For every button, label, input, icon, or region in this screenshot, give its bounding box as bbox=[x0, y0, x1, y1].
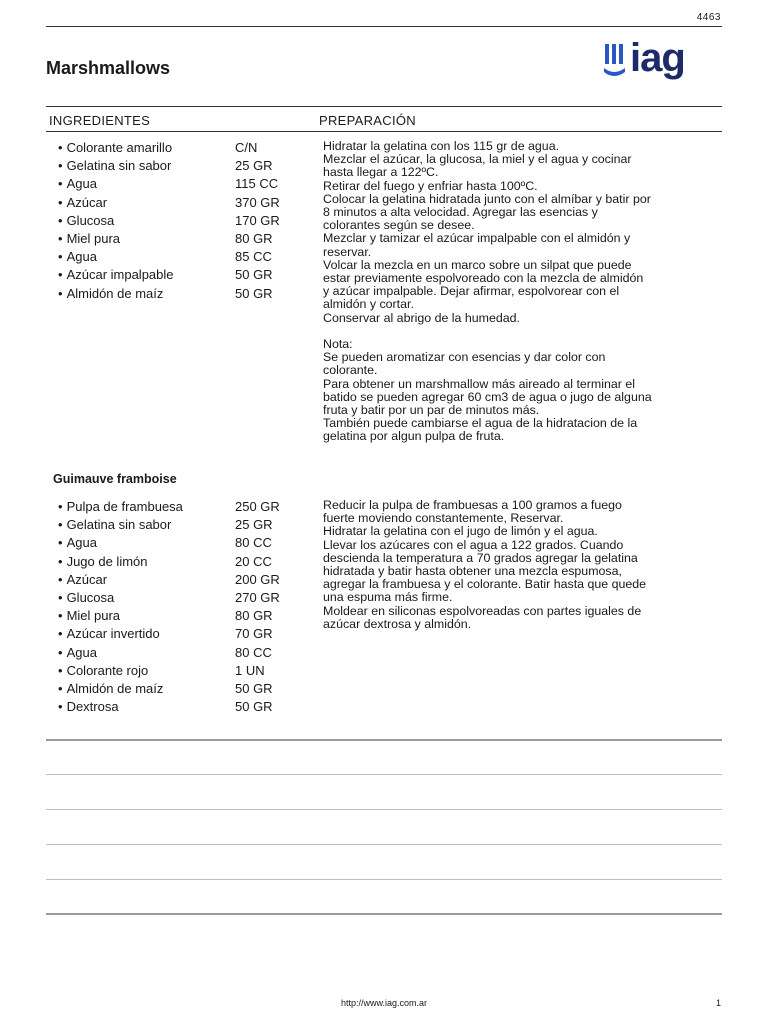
ingredient-quantity: 170 GR bbox=[235, 212, 280, 228]
prep-line: reservar. bbox=[323, 244, 372, 259]
logo-wordmark: iag bbox=[630, 36, 685, 80]
footer-url-link[interactable]: http://www.iag.com.ar bbox=[340, 998, 428, 1008]
ingredient-name: • Agua bbox=[58, 248, 235, 266]
ingredient-name: • Gelatina sin sabor bbox=[58, 157, 235, 175]
ingredient-quantity: 50 GR bbox=[235, 285, 273, 301]
header-divider bbox=[46, 106, 722, 107]
prep-line: Volcar la mezcla en un marco sobre un silpat que puede bbox=[323, 257, 632, 272]
prep-line: Colocar la gelatina hidratada junto con el almíbar y batir por bbox=[323, 191, 651, 206]
ingredient-name: • Agua bbox=[58, 534, 235, 552]
prep-line: Mezclar y tamizar el azúcar impalpable con el almidón y bbox=[323, 231, 631, 246]
page-title: Marshmallows bbox=[46, 58, 171, 78]
ingredient-name: • Glucosa bbox=[58, 589, 235, 607]
ingredient-quantity: 50 GR bbox=[235, 267, 273, 283]
ingredient-name: • Jugo de limón bbox=[58, 553, 235, 571]
ingredient-name: • Almidón de maíz bbox=[58, 285, 235, 303]
ingredient-quantity: 50 GR bbox=[235, 680, 273, 696]
ingredient-quantity: 25 GR bbox=[235, 158, 273, 174]
prep-line: batido se pueden agregar 60 cm3 de agua o jugo de alguna bbox=[323, 389, 652, 404]
prep-line: una espuma más firme. bbox=[323, 590, 453, 605]
ingredient-row bbox=[58, 157, 280, 175]
ingredient-row bbox=[58, 266, 280, 284]
document-code: 4463 bbox=[696, 12, 721, 23]
page-number: 1 bbox=[715, 998, 721, 1008]
prep-line: gelatina por algun pulpa de fruta. bbox=[323, 429, 505, 444]
prep-line: estar previamente espolvoreado con la mezcla de almidón bbox=[323, 271, 644, 286]
ingredient-name: • Miel pura bbox=[58, 607, 235, 625]
prep-line: Se pueden aromatizar con esencias y dar color con bbox=[323, 350, 606, 365]
ingredient-row bbox=[58, 139, 280, 157]
ingredient-quantity: 80 CC bbox=[235, 535, 272, 551]
ingredient-name: • Glucosa bbox=[58, 212, 235, 230]
prep-line: hidratada y batir hasta obtener una mezcla espumosa, bbox=[323, 564, 622, 579]
ingredient-quantity: 20 CC bbox=[235, 553, 272, 569]
ingredient-quantity: 1 UN bbox=[235, 662, 265, 678]
prep-line: Retirar del fuego y enfriar hasta 100ºC. bbox=[323, 178, 538, 193]
iag-logo bbox=[604, 36, 704, 90]
ingredient-row bbox=[58, 212, 280, 230]
ingredient-quantity: 250 GR bbox=[235, 499, 280, 514]
prep-line: fuerte moviendo constantemente, Reservar. bbox=[323, 511, 564, 526]
prep-line: agregar la frambuesa y el colorante. Batir hasta que quede bbox=[323, 577, 647, 592]
ingredient-name: • Miel pura bbox=[58, 230, 235, 248]
prep-line: Nota: bbox=[323, 337, 353, 352]
ingredient-quantity: 200 GR bbox=[235, 571, 280, 587]
section-subtitle: Guimauve framboise bbox=[53, 472, 177, 486]
prep-line: Conservar al abrigo de la humedad. bbox=[323, 310, 520, 325]
ingredient-quantity: 370 GR bbox=[235, 194, 280, 210]
prep-line: fruta y batir por un par de minutos más. bbox=[323, 403, 540, 418]
preparation-text-marshmallows bbox=[323, 140, 723, 444]
ingredient-name: • Azúcar invertido bbox=[58, 625, 235, 643]
prep-line: colorantes según se desee. bbox=[323, 218, 475, 233]
prep-line: Para obtener un marshmallow más aireado al terminar el bbox=[323, 376, 635, 391]
notes-line bbox=[46, 774, 722, 775]
prep-line: Hidratar la gelatina con el jugo de limón y el agua. bbox=[323, 524, 598, 539]
ingredient-row bbox=[58, 698, 280, 716]
ingredients-header: INGREDIENTES bbox=[49, 113, 151, 128]
ingredient-row bbox=[58, 498, 280, 516]
ingredient-name: • Agua bbox=[58, 644, 235, 662]
ingredients-list-marshmallows bbox=[58, 139, 280, 303]
ingredient-row bbox=[58, 571, 280, 589]
ingredient-quantity: 80 GR bbox=[235, 230, 273, 246]
ingredient-row bbox=[58, 607, 280, 625]
ingredient-row bbox=[58, 248, 280, 266]
ingredient-row bbox=[58, 553, 280, 571]
ingredient-name: • Azúcar bbox=[58, 571, 235, 589]
column-header-divider bbox=[46, 131, 722, 132]
prep-line: Moldear en siliconas espolvoreadas con partes iguales de bbox=[323, 603, 642, 618]
ingredient-row bbox=[58, 662, 280, 680]
ingredient-row bbox=[58, 194, 280, 212]
ingredient-name: • Colorante amarillo bbox=[58, 139, 235, 157]
prep-blank-line bbox=[323, 325, 723, 338]
ingredient-row bbox=[58, 230, 280, 248]
ingredients-list-guimauve bbox=[58, 498, 280, 716]
prep-line: También puede cambiarse el agua de la hidratacion de la bbox=[323, 416, 638, 431]
ingredient-row bbox=[58, 680, 280, 698]
logo-bars-icon bbox=[604, 44, 628, 80]
ingredient-name: • Azúcar impalpable bbox=[58, 266, 235, 284]
ingredient-row bbox=[58, 285, 280, 303]
ingredient-name: • Almidón de maíz bbox=[58, 680, 235, 698]
ingredient-quantity: 70 GR bbox=[235, 626, 273, 642]
ingredient-row bbox=[58, 534, 280, 552]
prep-line: descienda la temperatura a 70 grados agregar la gelatina bbox=[323, 550, 638, 565]
ingredient-quantity: 85 CC bbox=[235, 249, 272, 265]
ingredient-quantity: C/N bbox=[235, 140, 258, 155]
preparation-text-guimauve bbox=[323, 499, 723, 631]
prep-line: Hidratar la gelatina con los 115 gr de agua. bbox=[323, 139, 560, 153]
prep-line: almidón y cortar. bbox=[323, 297, 414, 312]
prep-line: 8 minutos a alta velocidad. Agregar las esencias y bbox=[323, 205, 598, 220]
ingredient-quantity: 80 CC bbox=[235, 644, 272, 660]
prep-line: Llevar los azúcares con el agua a 122 grados. Cuando bbox=[323, 537, 624, 552]
prep-line: colorante. bbox=[323, 363, 378, 378]
ingredient-name: • Pulpa de frambuesa bbox=[58, 498, 235, 516]
ingredient-row bbox=[58, 625, 280, 643]
ingredient-name: • Gelatina sin sabor bbox=[58, 516, 235, 534]
notes-top-line bbox=[46, 739, 722, 741]
prep-line: Mezclar el azúcar, la glucosa, la miel y el agua y cocinar bbox=[323, 152, 632, 167]
ingredient-row bbox=[58, 516, 280, 534]
notes-bottom-line bbox=[46, 913, 722, 915]
ingredient-quantity: 115 CC bbox=[235, 176, 279, 192]
ingredient-quantity: 50 GR bbox=[235, 699, 273, 715]
preparation-header: PREPARACIÓN bbox=[319, 113, 416, 128]
ingredient-quantity: 270 GR bbox=[235, 589, 280, 605]
notes-line bbox=[46, 844, 722, 845]
notes-line bbox=[46, 809, 722, 810]
prep-line: Reducir la pulpa de frambuesas a 100 gramos a fuego bbox=[323, 498, 622, 512]
ingredient-name: • Dextrosa bbox=[58, 698, 235, 716]
notes-line bbox=[46, 879, 722, 880]
ingredient-quantity: 25 GR bbox=[235, 517, 273, 533]
ingredient-row bbox=[58, 175, 280, 193]
prep-line: hasta llegar a 122ºC. bbox=[323, 165, 439, 180]
ingredient-name: • Colorante rojo bbox=[58, 662, 235, 680]
ingredient-quantity: 80 GR bbox=[235, 608, 273, 624]
ingredient-row bbox=[58, 589, 280, 607]
prep-line: y azúcar impalpable. Dejar afirmar, espolvorear con el bbox=[323, 284, 620, 299]
ingredient-name: • Agua bbox=[58, 175, 235, 193]
ingredient-name: • Azúcar bbox=[58, 194, 235, 212]
prep-line: azúcar dextrosa y almidón. bbox=[323, 616, 472, 631]
ingredient-row bbox=[58, 644, 280, 662]
top-divider bbox=[46, 26, 722, 27]
